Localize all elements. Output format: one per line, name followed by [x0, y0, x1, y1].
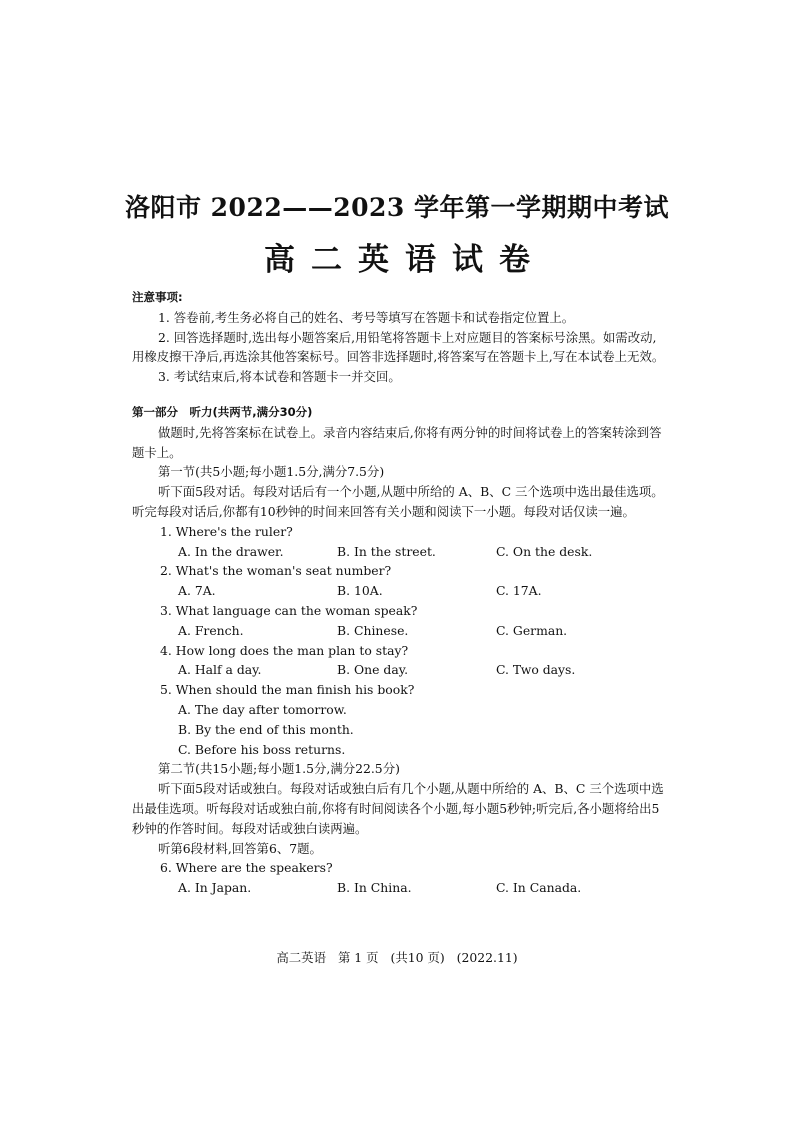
question-options [132, 581, 666, 601]
question-stem: 6. Where are the speakers? [160, 860, 333, 876]
question-options [132, 660, 666, 680]
part1-heading: 第一部分 听力(共两节,满分30分) [132, 404, 313, 419]
page-footer [0, 948, 794, 966]
option: C. German. [496, 622, 568, 638]
footer-page: 第 1 页 [337, 950, 379, 965]
exam-subtitle: 高二英语试卷 [264, 242, 546, 278]
material-note: 听第6段材料,回答第6、7题。 [158, 840, 322, 856]
exam-title: 洛阳市 2022——2023 学年第一学期期中考试 [124, 193, 670, 222]
option: B. In China. [337, 880, 412, 896]
option: C. Before his boss returns. [178, 741, 346, 757]
option: A. French. [178, 622, 244, 638]
question-stem: 5. When should the man finish his book? [160, 682, 415, 698]
option: B. 10A. [337, 583, 383, 599]
question-options [132, 542, 666, 562]
question-stem: 3. What language can the woman speak? [160, 602, 418, 618]
section2-heading: 第二节(共15小题;每小题1.5分,满分22.5分) [158, 761, 400, 777]
footer-date: (2022.11) [456, 950, 518, 965]
question-stem: 2. What's the woman's seat number? [160, 563, 392, 579]
option: A. The day after tomorrow. [178, 701, 347, 717]
notice-item-2: 2. 回答选择题时,选出每小题答案后,用铅笔将答题卡上对应题目的答案标号涂黑。如需改动,用橡皮擦干净后,再选涂其他答案标号。回答非选择题时,将答案写在答题卡上,写在本试卷上无效。 [132, 329, 665, 365]
option: A. Half a day. [178, 662, 262, 678]
option: C. On the desk. [496, 543, 593, 559]
option: B. Chinese. [337, 622, 409, 638]
section1-instructions: 听下面5段对话。每段对话后有一个小题,从题中所给的 A、B、C 三个选项中选出最佳选项。听完每段对话后,你都有10秒钟的时间来回答有关小题和阅读下一小题。每段对话仅读一遍。 [132, 484, 664, 519]
question-options [132, 621, 666, 641]
option: B. In the street. [337, 543, 436, 559]
option: B. By the end of this month. [178, 721, 354, 737]
question-options [132, 878, 666, 898]
option: C. Two days. [496, 662, 576, 678]
option: A. 7A. [178, 583, 216, 599]
section2-instructions: 听下面5段对话或独白。每段对话或独白后有几个小题,从题中所给的 A、B、C 三个选项中选出最佳选项。听每段对话或独白前,你将有时间阅读各个小题,每小题5秒钟;听完后,各小题将给出5秒钟的作答时间。每段对话或独白读两遍。 [132, 781, 664, 836]
part1-intro: 做题时,先将答案标在试卷上。录音内容结束后,你将有两分钟的时间将试卷上的答案转涂到答题卡上。 [132, 424, 662, 460]
option: C. In Canada. [496, 880, 582, 896]
option: A. In Japan. [178, 880, 252, 896]
option: A. In the drawer. [178, 543, 284, 559]
exam-content [132, 288, 666, 898]
question-stem: 4. How long does the man plan to stay? [160, 642, 409, 658]
option: B. One day. [337, 662, 409, 678]
question-stem: 1. Where's the ruler? [160, 523, 293, 539]
option: C. 17A. [496, 583, 542, 599]
footer-subject: 高二英语 [276, 950, 326, 965]
notice-item-3: 3. 考试结束后,将本试卷和答题卡一并交回。 [158, 369, 401, 385]
section1-heading: 第一节(共5小题;每小题1.5分,满分7.5分) [158, 464, 385, 480]
footer-total: (共10 页) [390, 950, 445, 965]
notice-item-1: 1. 答卷前,考生务必将自己的姓名、考号等填写在答题卡和试卷指定位置上。 [158, 309, 575, 325]
notice-heading: 注意事项: [132, 290, 183, 304]
